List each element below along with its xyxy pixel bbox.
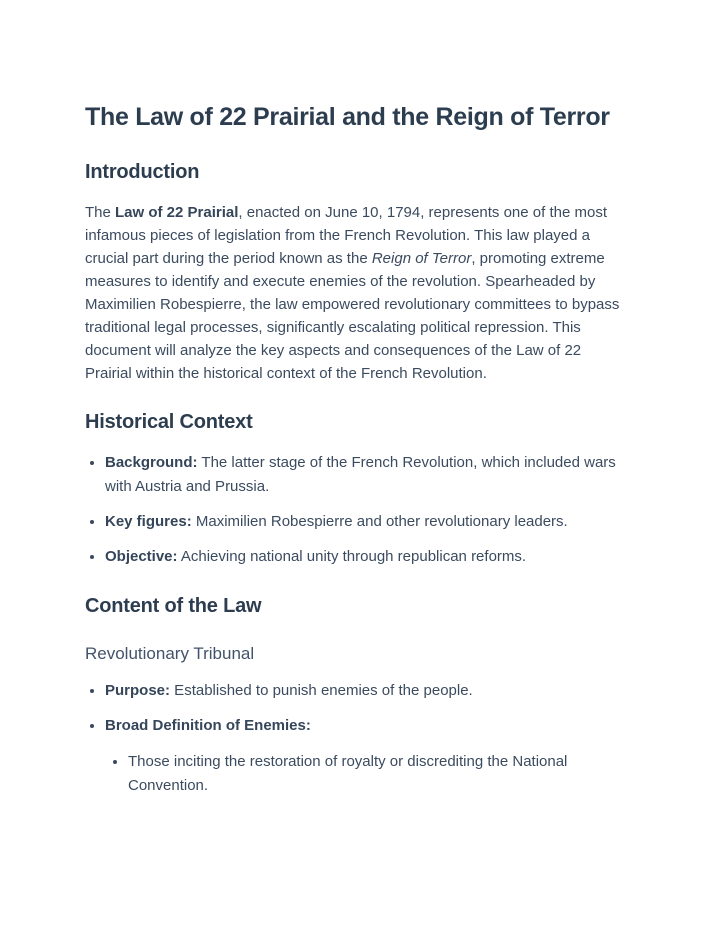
list-item-broad-definition-label: Broad Definition of Enemies: <box>105 717 311 734</box>
content-of-the-law-list <box>85 679 635 798</box>
list-item-objective <box>105 545 635 569</box>
list-item-key-figures-label: Key figures: <box>105 513 192 530</box>
list-item-restoration-of-royalty-text: Those inciting the restoration of royalty or discrediting the National Convention. <box>128 753 568 794</box>
intro-italic-reign-of-terror: Reign of Terror <box>371 250 472 267</box>
intro-text-3: , promoting extreme measures to identify and execute enemies of the revolution. Spearheaded by Maximilien Robespierre, the law empowered revolutionary committees to bypass traditional legal processes, significantly escalating political repression. This document will analyze the key aspects and consequences of the Law of 22 Prairial within the historical context of the French Revolution. <box>85 250 620 382</box>
list-item-background <box>105 451 635 499</box>
list-item-purpose <box>105 679 635 703</box>
list-item-objective-label: Objective: <box>105 548 178 565</box>
intro-bold-law-name: Law of 22 Prairial <box>115 204 239 221</box>
introduction-paragraph <box>85 201 630 385</box>
section-heading-historical-context: Historical Context <box>85 411 253 433</box>
intro-text-1: The <box>85 204 116 221</box>
list-item-background-label: Background: <box>105 454 198 471</box>
list-item-background-text: The latter stage of the French Revolution, which included wars with Austria and Prussia. <box>105 454 616 495</box>
list-item-broad-definition <box>105 714 635 798</box>
list-item-restoration-of-royalty <box>128 750 635 798</box>
list-item-key-figures <box>105 510 635 534</box>
list-item-objective-text: Achieving national unity through republican reforms. <box>177 548 527 565</box>
section-heading-introduction: Introduction <box>85 161 200 183</box>
subsection-heading-revolutionary-tribunal: Revolutionary Tribunal <box>85 644 255 663</box>
list-item-purpose-text: Established to punish enemies of the people. <box>170 682 473 699</box>
historical-context-list <box>85 451 635 569</box>
list-item-key-figures-text: Maximilien Robespierre and other revolutionary leaders. <box>191 513 568 530</box>
intro-text-2: , enacted on June 10, 1794, represents one of the most infamous pieces of legislation from the French Revolution. This law played a crucial part during the period known as the <box>85 204 607 267</box>
list-item-purpose-label: Purpose: <box>105 682 171 699</box>
document-title: The Law of 22 Prairial and the Reign of Terror <box>85 103 610 131</box>
section-heading-content-of-the-law: Content of the Law <box>85 595 262 617</box>
broad-definition-sublist <box>105 750 635 798</box>
